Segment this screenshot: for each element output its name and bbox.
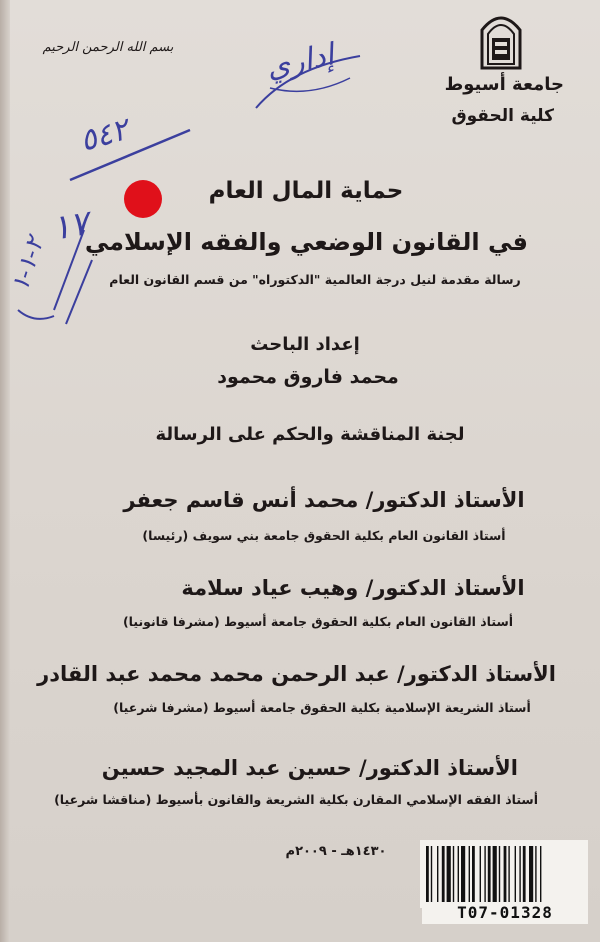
- member-role: أستاذ القانون العام بكلية الحقوق جامعة أسيوط (مشرفا قانونيا): [122, 614, 514, 629]
- red-sticker: [124, 180, 162, 218]
- member-name: الأستاذ الدكتور/ محمد أنس قاسم جعفر: [123, 488, 525, 512]
- thesis-subtitle: رسالة مقدمة لنيل درجة العالمية "الدكتوراه" من قسم القانون العام: [109, 272, 521, 287]
- member-role: أستاذ الشريعة الإسلامية بكلية الحقوق جامعة أسيوط (مشرفا شرعيا): [113, 700, 531, 715]
- author-heading: إعداد الباحث: [250, 334, 360, 355]
- member-name: الأستاذ الدكتور/ عبد الرحمن محمد محمد عبد القادر: [37, 662, 556, 686]
- handwritten-note-side: ١٧: [48, 203, 92, 249]
- author-name: محمد فاروق محمود: [217, 366, 399, 388]
- university-seal-icon: [478, 10, 524, 70]
- handwritten-stroke: [60, 120, 200, 190]
- member-name: الأستاذ الدكتور/ وهيب عياد سلامة: [181, 576, 525, 600]
- thesis-title-line1: حماية المال العام: [208, 178, 404, 204]
- thesis-title-line2: في القانون الوضعي والفقه الإسلامي: [84, 228, 528, 256]
- university-name: جامعة أسيوط: [444, 74, 564, 95]
- handwritten-note-mid: ٥٤٢: [76, 112, 133, 159]
- basmala: بسم الله الرحمن الرحيم: [42, 40, 174, 55]
- committee-heading: لجنة المناقشة والحكم على الرسالة: [155, 424, 465, 445]
- publication-date: ١٤٣٠هـ - ٢٠٠٩م: [285, 844, 387, 859]
- faculty-name: كلية الحقوق: [451, 106, 554, 126]
- member-name: الأستاذ الدكتور/ حسين عبد المجيد حسين: [101, 756, 518, 780]
- handwritten-note-side2: ٢-١-١: [5, 233, 50, 295]
- handwritten-slashes: [14, 220, 94, 330]
- barcode-icon: [420, 840, 588, 908]
- handwritten-scribble: [250, 48, 370, 118]
- page-edge: [0, 0, 10, 942]
- member-role: أستاذ القانون العام بكلية الحقوق جامعة بني سويف (رئيسا): [142, 528, 506, 543]
- handwritten-note-top: إداري: [263, 37, 337, 86]
- barcode-number: T07-01328: [422, 902, 588, 924]
- member-role: أستاذ الفقه الإسلامي المقارن بكلية الشريعة والقانون بأسيوط (مناقشا شرعيا): [54, 792, 538, 807]
